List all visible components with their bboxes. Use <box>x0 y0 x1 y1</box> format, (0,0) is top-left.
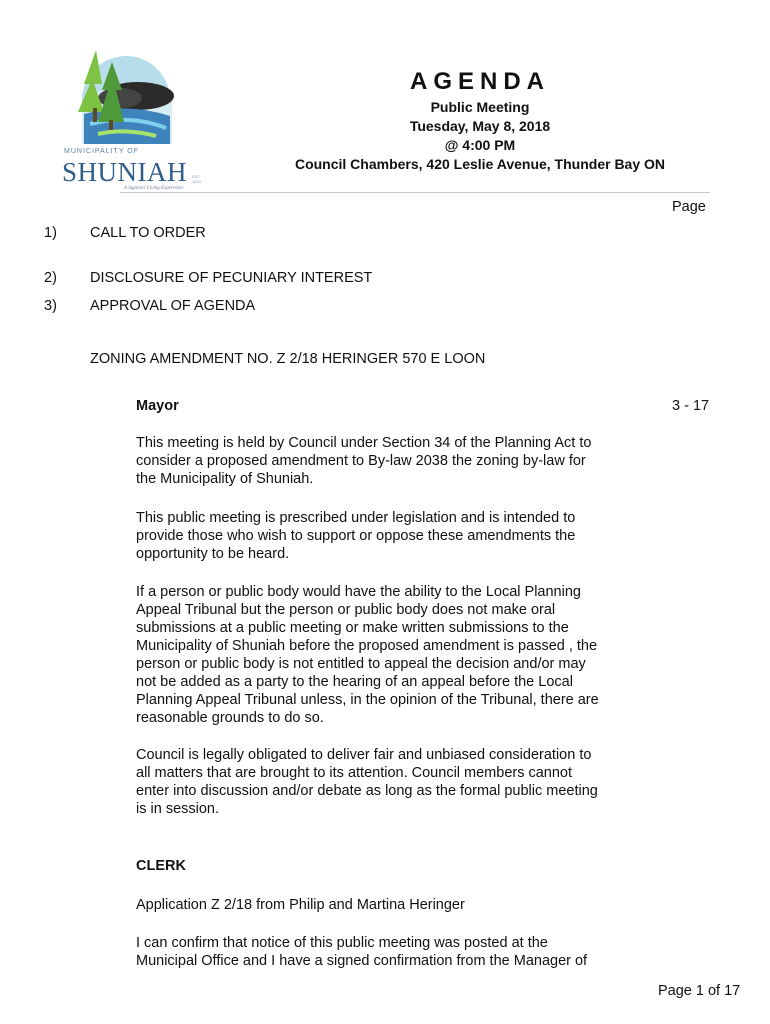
clerk-label: CLERK <box>136 858 186 874</box>
text-line: provide those who wish to support or oppose these amendments the <box>136 528 576 544</box>
clerk-application: Application Z 2/18 from Philip and Martina Heringer <box>136 897 465 913</box>
text-line: is in session. <box>136 801 220 817</box>
meeting-date: Tuesday, May 8, 2018 <box>409 118 551 134</box>
item-number: 1) <box>44 225 57 241</box>
text-line: Municipal Office and I have a signed confirmation from the Manager of <box>136 953 588 969</box>
logo-est: EST. 1873 <box>192 174 201 184</box>
header-divider <box>120 192 710 193</box>
mayor-paragraph <box>136 583 626 727</box>
text-line: all matters that are brought to its attention. Council members cannot <box>136 765 573 781</box>
agenda-title: AGENDA <box>409 68 550 95</box>
mayor-pages: 3 - 17 <box>672 398 710 414</box>
text-line: This meeting is held by Council under Section 34 of the Planning Act to <box>136 435 592 451</box>
text-line: not be added as a party to the hearing of an appeal before the Local <box>136 674 573 690</box>
text-line: consider a proposed amendment to By-law 2038 the zoning by-law for <box>136 453 586 469</box>
meeting-location: Council Chambers, 420 Leslie Avenue, Thunder Bay ON <box>294 156 666 172</box>
text-line: Council is legally obligated to deliver fair and unbiased consideration to <box>136 747 592 763</box>
item-approval: APPROVAL OF AGENDA <box>90 298 256 314</box>
logo-tagline: A Superior Living Experience <box>124 186 184 191</box>
logo-municipality-text: MUNICIPALITY OF <box>64 148 140 155</box>
item-disclosure: DISCLOSURE OF PECUNIARY INTEREST <box>90 270 373 286</box>
mayor-paragraph <box>136 509 626 563</box>
mayor-paragraph <box>136 434 626 488</box>
page-footer: Page 1 of 17 <box>658 983 741 999</box>
clerk-paragraph <box>136 934 626 970</box>
mayor-paragraph <box>136 746 626 818</box>
text-line: submissions at a public meeting or make written submissions to the <box>136 620 569 636</box>
text-line: person or public body is not entitled to appeal the decision and/or may <box>136 656 586 672</box>
page-column-label: Page <box>672 199 706 215</box>
text-line: Appeal Tribunal but the person or public body does not make oral <box>136 602 556 618</box>
text-line: This public meeting is prescribed under legislation and is intended to <box>136 510 576 526</box>
item-call-to-order: CALL TO ORDER <box>90 225 206 241</box>
item-number: 3) <box>44 298 57 314</box>
text-line: If a person or public body would have the ability to the Local Planning <box>136 584 581 600</box>
logo-name: SHUNIAH <box>62 157 187 187</box>
text-line: reasonable grounds to do so. <box>136 710 324 726</box>
section-heading: ZONING AMENDMENT NO. Z 2/18 HERINGER 570 E LOON <box>90 351 486 367</box>
meeting-type: Public Meeting <box>430 99 530 115</box>
logo-emblem-icon <box>60 44 210 148</box>
text-line: the Municipality of Shuniah. <box>136 471 314 487</box>
text-line: enter into discussion and/or debate as long as the formal public meeting <box>136 783 598 799</box>
mayor-label: Mayor <box>136 398 179 414</box>
text-line: Planning Appeal Tribunal unless, in the opinion of the Tribunal, there are <box>136 692 599 708</box>
text-line: I can confirm that notice of this public meeting was posted at the <box>136 935 548 951</box>
text-line: opportunity to be heard. <box>136 546 290 562</box>
item-number: 2) <box>44 270 57 286</box>
meeting-time: @ 4:00 PM <box>444 137 516 153</box>
shuniah-logo <box>60 44 210 194</box>
text-line: Municipality of Shuniah before the proposed amendment is passed , the <box>136 638 598 654</box>
